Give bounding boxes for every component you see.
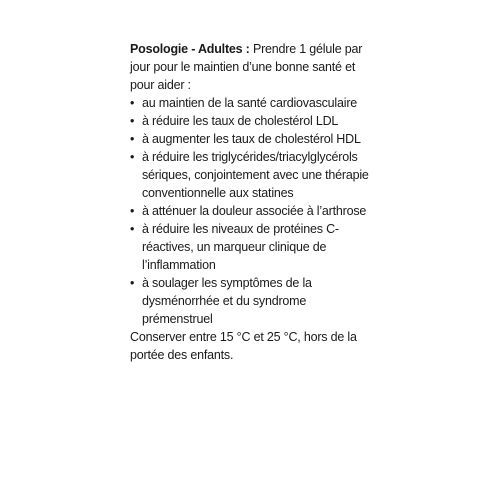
dosage-paragraph (130, 40, 370, 94)
bullet-icon: • (130, 114, 135, 128)
list-item (130, 130, 370, 148)
benefit-text: à réduire les niveaux de protéines C-réactives, un marqueur clinique de l’inflammation (142, 222, 339, 272)
list-item (130, 112, 370, 130)
benefits-list (130, 94, 370, 328)
bullet-icon: • (130, 150, 135, 164)
benefit-text: au maintien de la santé cardiovasculaire (142, 96, 358, 110)
benefit-text: à réduire les taux de cholestérol LDL (142, 114, 339, 128)
storage-instructions: Conserver entre 15 °C et 25 °C, hors de la portée des enfants. (130, 330, 357, 362)
list-item (130, 94, 370, 112)
list-item (130, 274, 370, 328)
list-item (130, 220, 370, 274)
bullet-icon: • (130, 132, 135, 146)
list-item (130, 148, 370, 202)
dosage-heading: Posologie - Adultes : (130, 42, 250, 56)
benefit-text: à atténuer la douleur associée à l’arthrose (142, 204, 367, 218)
label-text-panel (130, 40, 370, 364)
bullet-icon: • (130, 96, 135, 110)
benefit-text: à réduire les triglycérides/triacylglycérols sériques, conjointement avec une thérapie conventionnelle aux statines (142, 150, 369, 200)
benefit-text: à augmenter les taux de cholestérol HDL (142, 132, 361, 146)
benefit-text: à soulager les symptômes de la dysménorrhée et du syndrome prémenstruel (142, 276, 312, 326)
bullet-icon: • (130, 222, 135, 236)
dosage-instructions: Prendre 1 gélule par jour pour le maintien d’une bonne santé et pour aider : (130, 42, 363, 92)
list-item (130, 202, 370, 220)
bullet-icon: • (130, 204, 135, 218)
bullet-icon: • (130, 276, 135, 290)
